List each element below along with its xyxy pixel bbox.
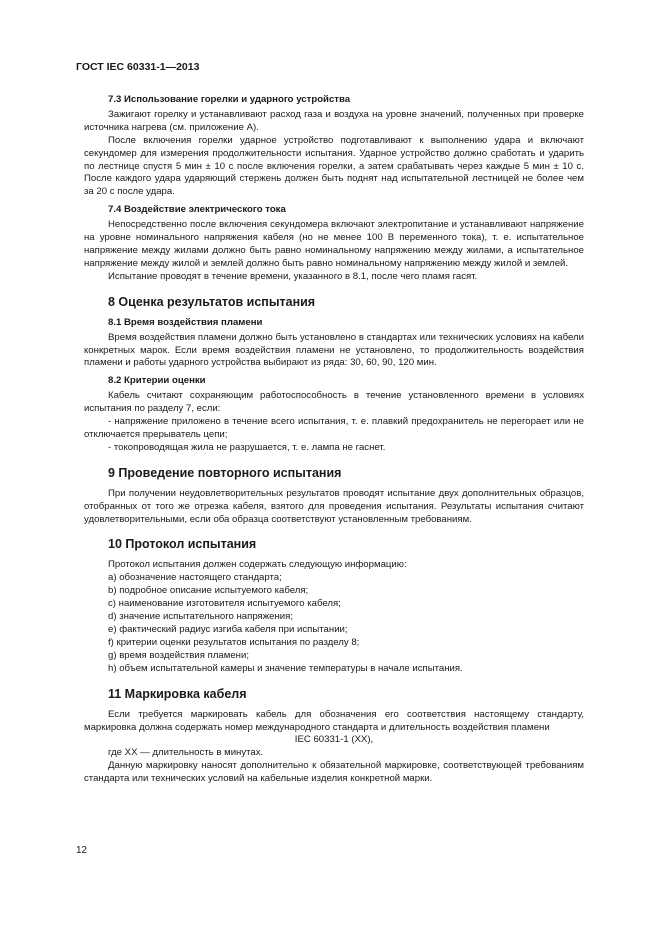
section-11-title: 11 Маркировка кабеля — [108, 686, 247, 701]
section-8-1-title: 8.1 Время воздействия пламени — [108, 316, 263, 328]
criteria-item-1: - напряжение приложено в течение всего испытания, т. е. плавкий предохранитель не перегорает или не отключается прерыватель цепи; — [84, 416, 584, 440]
protocol-item-a: a) обозначение настоящего стандарта; — [108, 572, 282, 584]
section-7-3-paragraph-1: Зажигают горелку и устанавливают расход газа и воздуха на уровне значений, полученных при проверке источника нагрева (см. приложение А). — [84, 108, 584, 133]
protocol-item-h: h) объем испытательной камеры и значение температуры в начале испытания. — [108, 662, 463, 674]
protocol-item-e: e) фактический радиус изгиба кабеля при испытании; — [108, 624, 348, 635]
section-8-1-paragraph: Время воздействия пламени должно быть установлено в стандартах или технических условиях на кабели конкретных марок. Если время воздействия пламени не установлено, то продолжительность воздействия пламени и работы ударного устройства выбирают из ряда: 30, 60, 90, 120 мин. — [84, 331, 584, 369]
section-9-title: 9 Проведение повторного испытания — [108, 465, 342, 480]
section-11-paragraph-1: Если требуется маркировать кабель для обозначения его соответствия настоящему стандарту, маркировка должна содержать номер международного стандарта и длительность воздействия пламени — [84, 708, 584, 733]
protocol-item-d: d) значение испытательного напряжения; — [108, 611, 294, 623]
criteria-item-2: - токопроводящая жила не разрушается, т. е. лампа не гаснет. — [108, 441, 386, 453]
protocol-item-f: f) критерии оценки результатов испытания по разделу 8; — [108, 636, 360, 648]
section-7-4-paragraph-1: Непосредственно после включения секундомера включают электропитание и устанавливают напряжение на уровне номинального напряжения кабеля (но не менее 100 В переменного тока), т. е. испытательное напряжение между жилами должно быть равно номинальному напряжению между жилами, а испытательное напряжение между жилой и землей должно быть равно номинальному напряжению между жилой и землей. — [84, 219, 584, 269]
section-7-3-title: 7.3 Использование горелки и ударного устройства — [108, 94, 351, 105]
section-8-2-paragraph: Кабель считают сохраняющим работоспособность в течение установленного времени в условиях испытания по разделу 7, если: — [84, 390, 584, 415]
page-number: 12 — [76, 845, 88, 856]
section-10-title: 10 Протокол испытания — [108, 537, 257, 552]
formula-explanation: где XX — длительность в минутах. — [108, 747, 264, 759]
section-7-4-title: 7.4 Воздействие электрического тока — [108, 204, 286, 216]
protocol-item-b: b) подробное описание испытуемого кабеля; — [108, 585, 309, 597]
standard-header: ГОСТ IEC 60331-1—2013 — [76, 61, 200, 73]
section-7-4-paragraph-2: Испытание проводят в течение времени, указанного в 8.1, после чего пламя гасят. — [108, 270, 478, 282]
section-8-title: 8 Оценка результатов испытания — [108, 294, 316, 309]
section-11-paragraph-2: Данную маркировку наносят дополнительно к обязательной маркировке, соответствующей требованиям стандарта или технических условий на кабельные изделия конкретной марки. — [84, 760, 584, 785]
section-7-3-paragraph-2: После включения горелки ударное устройство подготавливают к выполнению удара и включают секундомер для измерения продолжительности испытания. Ударное устройство должно сработать и ударить по лестнице спустя 5 мин ± 10 с после включения горелки, а затем срабатывать через каждые 5 мин ± 10 с. После каждого удара ударяющий стержень должен быть поднят над испытательной лестницей не более чем за 20 с после удара. — [84, 134, 584, 198]
section-8-2-title: 8.2 Критерии оценки — [108, 375, 206, 387]
marking-formula: IEC 60331-1 (XX), — [294, 734, 374, 746]
protocol-item-c: c) наименование изготовителя испытуемого кабеля; — [108, 598, 341, 610]
page-content — [84, 92, 584, 786]
section-10-intro: Протокол испытания должен содержать следующую информацию: — [108, 559, 407, 571]
protocol-item-g: g) время воздействия пламени; — [108, 649, 250, 661]
section-9-paragraph: При получении неудовлетворительных результатов проводят испытание двух дополнительных образцов, отобранных от того же отрезка кабеля, взятого для проведения испытания. Результаты испытания считают удовлетворительными, если оба образца соответствуют установленным требованиям. — [84, 487, 584, 525]
